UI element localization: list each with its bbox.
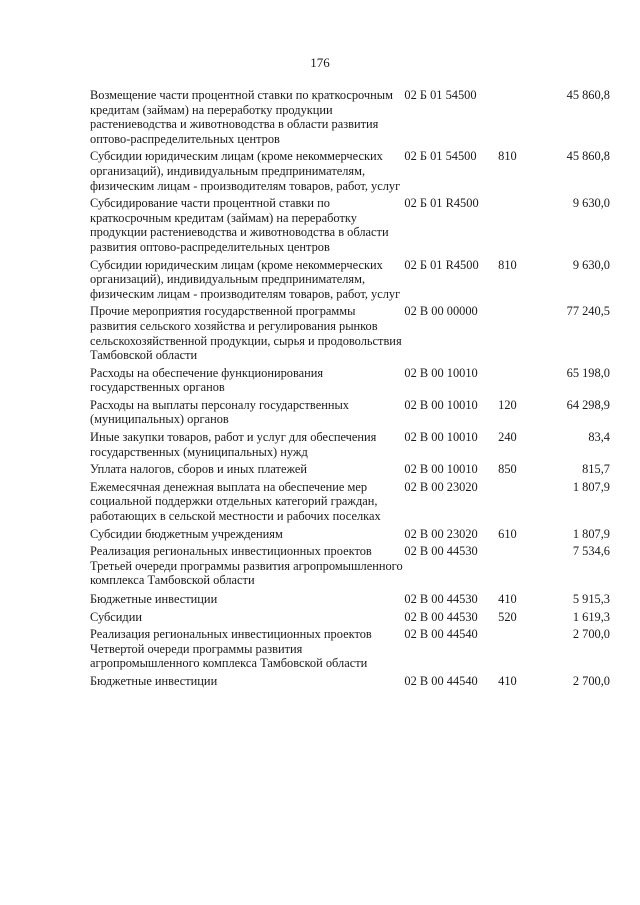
table-row [90, 592, 610, 610]
row-name: Бюджетные инвестиции [90, 673, 218, 688]
row-sum: 64 298,9 [566, 397, 610, 412]
row-expense-type [498, 544, 528, 592]
row-name: Субсидии [90, 609, 142, 624]
row-sum: 1 807,9 [572, 479, 610, 494]
row-expense-type [498, 88, 528, 149]
row-name: Субсидии юридическим лицам (кроме некоммерческих организаций), индивидуальным предпринимателям, физическим лицам - производителям товаров, работ, услуг [90, 257, 401, 301]
row-code: 02 В 00 10010 [404, 430, 478, 445]
table-row [90, 430, 610, 462]
row-sum: 5 915,3 [572, 592, 610, 606]
row-sum: 9 630,0 [572, 196, 610, 211]
table-row [90, 304, 610, 365]
table-row [90, 196, 610, 257]
row-expense-type: 410 [498, 673, 517, 688]
row-sum: 7 534,6 [572, 544, 610, 559]
page-number: 176 [310, 55, 330, 70]
row-expense-type: 520 [498, 609, 517, 624]
row-code: 02 В 00 10010 [404, 462, 478, 477]
row-name: Субсидии юридическим лицам (кроме некоммерческих организаций), индивидуальным предпринимателям, физическим лицам - производителям товаров, работ, услуг [90, 149, 401, 193]
row-sum: 815,7 [582, 462, 610, 477]
row-code: 02 Б 01 54500 [404, 149, 477, 164]
row-name: Прочие мероприятия государственной программы развития сельского хозяйства и регулирования рынков сельскохозяйственной продукции, сырья и продовольствия Тамбовской области [90, 304, 402, 363]
row-code: 02 В 00 10010 [404, 397, 478, 412]
row-name: Расходы на выплаты персоналу государственных (муниципальных) органов [90, 397, 349, 427]
row-name: Субсидирование части процентной ставки по краткосрочным кредитам (займам) на переработку продукции растениеводства и животноводства в области развития оптово-распределительных центров [90, 196, 389, 254]
row-code: 02 В 00 44530 [404, 544, 478, 559]
row-name: Бюджетные инвестиции [90, 592, 218, 606]
row-expense-type: 410 [498, 592, 517, 606]
row-code: 02 В 00 23020 [404, 526, 478, 541]
table-row [90, 610, 610, 628]
row-expense-type [498, 480, 528, 527]
row-name: Субсидии бюджетным учреждениям [90, 526, 283, 541]
row-sum: 77 240,5 [566, 304, 610, 319]
row-code: 02 В 00 44540 [404, 673, 478, 688]
row-expense-type [498, 304, 528, 365]
row-expense-type: 810 [498, 149, 517, 164]
row-code: 02 В 00 44530 [404, 609, 478, 624]
table-row [90, 527, 610, 545]
row-code: 02 Б 01 54500 [404, 88, 477, 102]
row-name: Реализация региональных инвестиционных проектов Четвертой очереди программы развития агропромышленного комплекса Тамбовской области [90, 627, 372, 671]
row-code: 02 В 00 00000 [404, 304, 478, 319]
row-name: Реализация региональных инвестиционных проектов Третьей очереди программы развития агропромышленного комплекса Тамбовской области [90, 544, 403, 588]
row-code: 02 В 00 44540 [404, 627, 478, 642]
table-row [90, 674, 610, 692]
row-sum: 45 860,8 [566, 88, 610, 102]
row-code: 02 В 00 10010 [404, 365, 478, 380]
table-row [90, 462, 610, 480]
row-sum: 1 619,3 [572, 609, 610, 624]
row-sum: 1 807,9 [572, 526, 610, 541]
table-row [90, 149, 610, 196]
table-row [90, 258, 610, 305]
row-sum: 83,4 [588, 430, 610, 445]
row-sum: 45 860,8 [566, 149, 610, 164]
row-code: 02 Б 01 R4500 [404, 257, 479, 272]
row-expense-type: 610 [498, 526, 517, 541]
table-row [90, 627, 610, 674]
row-expense-type [498, 196, 528, 257]
table-row [90, 366, 610, 398]
row-code: 02 Б 01 R4500 [404, 196, 479, 211]
row-sum: 65 198,0 [566, 365, 610, 380]
row-name: Уплата налогов, сборов и иных платежей [90, 462, 308, 477]
row-sum: 2 700,0 [572, 673, 610, 688]
row-expense-type: 850 [498, 462, 517, 477]
row-expense-type: 810 [498, 257, 517, 272]
row-expense-type [498, 366, 528, 398]
row-expense-type: 120 [498, 397, 517, 412]
row-code: 02 В 00 23020 [404, 479, 478, 494]
table-row [90, 398, 610, 430]
row-name: Расходы на обеспечение функционирования государственных органов [90, 365, 324, 395]
row-sum: 9 630,0 [572, 257, 610, 272]
row-name: Ежемесячная денежная выплата на обеспечение мер социальной поддержки отдельных категорий граждан, работающих в сельской местности и рабочих поселках [90, 479, 381, 524]
row-sum: 2 700,0 [572, 627, 610, 642]
row-expense-type: 240 [498, 430, 517, 445]
table-row [90, 88, 610, 149]
table-row [90, 544, 610, 592]
row-name: Возмещение части процентной ставки по краткосрочным кредитам (займам) на переработку продукции растениеводства и животноводства в области развития оптово-распределительных центров [90, 88, 393, 146]
row-code: 02 В 00 44530 [404, 592, 478, 606]
budget-table [90, 88, 610, 692]
table-row [90, 480, 610, 527]
row-name: Иные закупки товаров, работ и услуг для обеспечения государственных (муниципальных) нужд [90, 430, 377, 459]
budget-table-body [90, 88, 610, 692]
row-expense-type [498, 627, 528, 674]
